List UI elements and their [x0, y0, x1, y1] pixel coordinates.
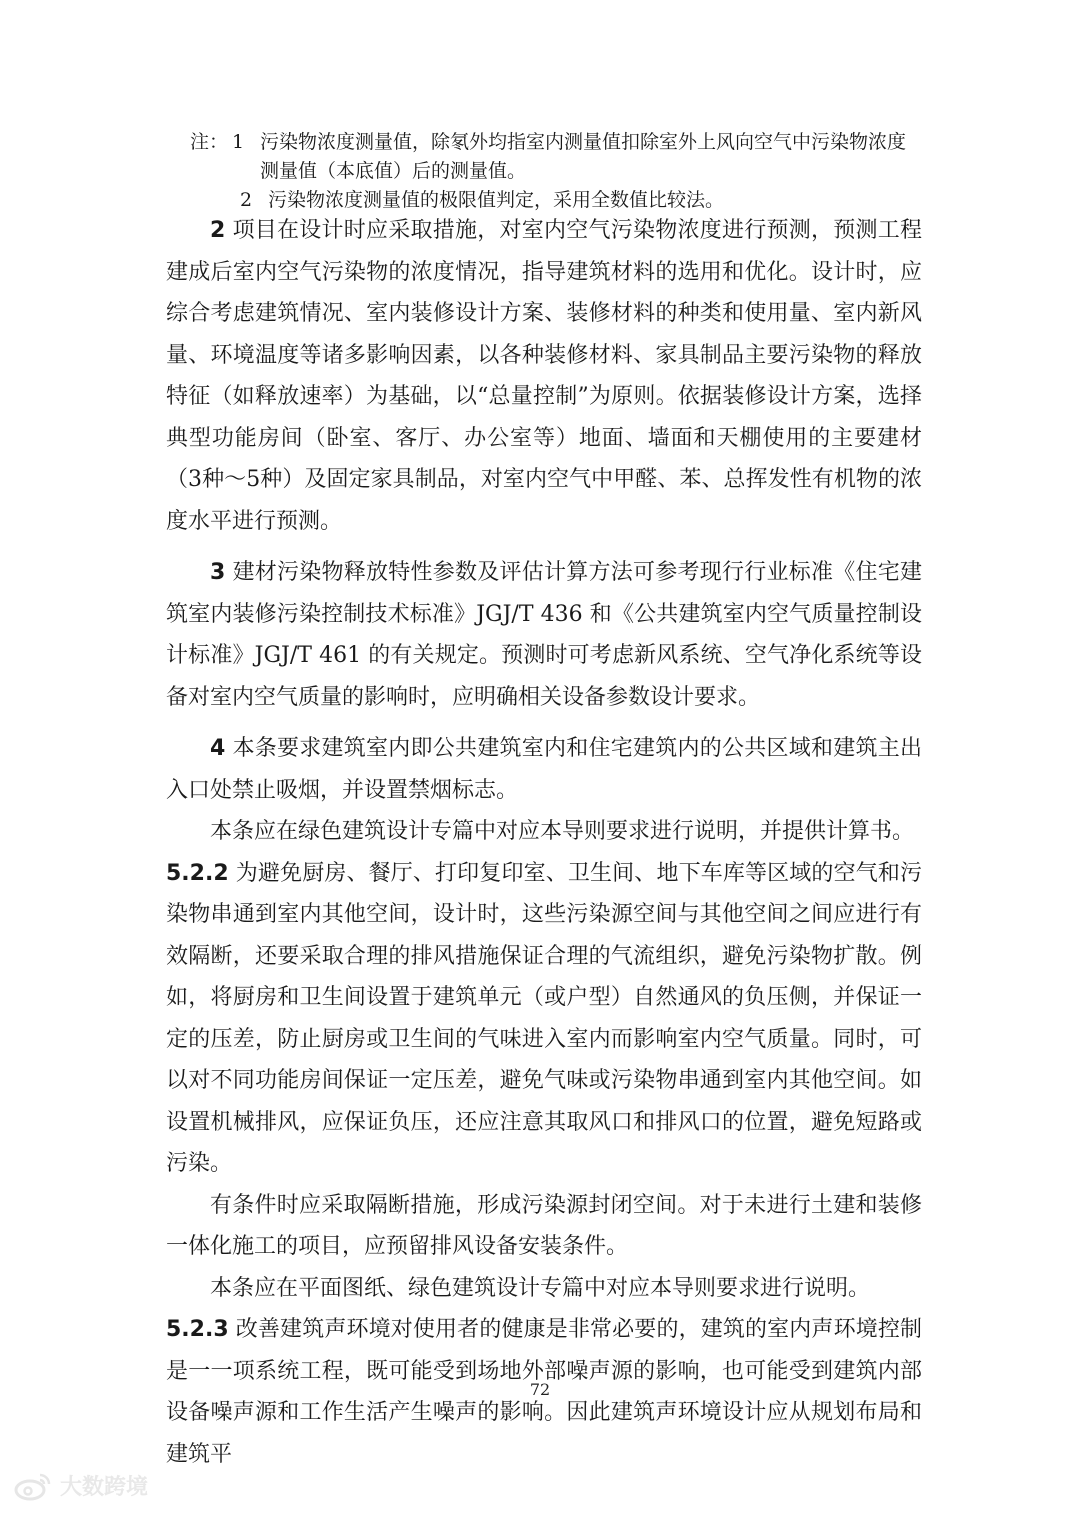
item-number: 3: [210, 560, 226, 585]
note-label: 注：: [190, 131, 229, 153]
paragraph-text: 有条件时应采取隔断措施，形成污染源封闭空间。对于未进行土建和装修一体化施工的项目，应预留排风设备安装条件。: [166, 1192, 922, 1259]
paragraph-text: 本条要求建筑室内即公共建筑室内和住宅建筑内的公共区域和建筑主出入口处禁止吸烟，并设置禁烟标志。: [166, 736, 922, 803]
watermark: [14, 1470, 148, 1501]
watermark-text: 大数跨境: [60, 1475, 149, 1500]
item-number: 2: [210, 218, 226, 243]
note-number: 1: [232, 131, 245, 153]
clause-number: 5.2.2: [166, 860, 229, 886]
paragraph-text: 项目在设计时应采取措施，对室内空气污染物浓度进行预测，预测工程建成后室内空气污染物的浓度情况，指导建筑材料的选用和优化。设计时，应综合考虑建筑情况、室内装修设计方案、装修材料的种类和使用量、室内新风量、环境温度等诸多影响因素，以各种装修材料、家具制品主要污染物的释放特征（如释放速率）为基础，以“总量控制”为原则。依据装修设计方案，选择典型功能房间（卧室、客厅、办公室等）地面、墙面和天棚使用的主要建材（3种～5种）及固定家具制品，对室内空气中甲醛、苯、总挥发性有机物的浓度水平进行预测。: [166, 218, 922, 534]
note-number: 2: [240, 189, 253, 211]
paragraph: [166, 811, 922, 853]
note-text-line: 污染物浓度测量值，除氡外均指室内测量值扣除室外上风向空气中污染物浓度: [260, 131, 907, 153]
paragraph: [166, 1268, 922, 1310]
paragraph-text: 本条应在绿色建筑设计专篇中对应本导则要求进行说明，并提供计算书。: [210, 819, 915, 844]
body-text: [166, 210, 922, 1475]
clause-text: 为避免厨房、餐厅、打印复印室、卫生间、地下车库等区域的空气和污染物串通到室内其他空间，设计时，这些污染源空间与其他空间之间应进行有效隔断，还要采取合理的排风措施保证合理的气流组织，避免污染物扩散。例如，将厨房和卫生间设置于建筑单元（或户型）自然通风的负压侧，并保证一定的压差，防止厨房或卫生间的气味进入室内而影响室内空气质量。同时，可以对不同功能房间保证一定压差，避免气味或污染物串通到室内其他空间。如设置机械排风，应保证负压，还应注意其取风口和排风口的位置，避免短路或污染。: [166, 860, 922, 1176]
paragraph: [166, 552, 922, 718]
paragraph-text: 本条应在平面图纸、绿色建筑设计专篇中对应本导则要求进行说明。: [210, 1275, 871, 1301]
page-number: 72: [529, 1380, 551, 1399]
note-item: [190, 128, 930, 186]
paragraph: [166, 1185, 922, 1268]
clause-paragraph: [166, 853, 922, 1185]
weibo-logo-icon: [14, 1471, 52, 1501]
clause-number: 5.2.3: [166, 1317, 229, 1342]
note-text-line: 测量值（本底值）后的测量值。: [260, 160, 527, 182]
item-number: 4: [210, 736, 226, 761]
paragraph-text: 建材污染物释放特性参数及评估计算方法可参考现行行业标准《住宅建筑室内装修污染控制技术标准》JGJ/T 436 和《公共建筑室内空气质量控制设计标准》JGJ/T 461 的有关规定。预测时可考虑新风系统、空气净化系统等设备对室内空气质量的影响时，应明确相关设备参数设计要求。: [166, 560, 922, 710]
clause-text: 改善建筑声环境对使用者的健康是非常必要的，建筑的室内声环境控制是一一项系统工程，既可能受到场地外部噪声源的影响，也可能受到建筑内部设备噪声源和工作生活产生噪声的影响。因此建筑声环境设计应从规划布局和建筑平: [166, 1317, 922, 1467]
paragraph: [166, 210, 922, 542]
note-text-line: 污染物浓度测量值的极限值判定，采用全数值比较法。: [268, 189, 725, 211]
table-notes: [190, 128, 930, 215]
paragraph: [166, 728, 922, 811]
